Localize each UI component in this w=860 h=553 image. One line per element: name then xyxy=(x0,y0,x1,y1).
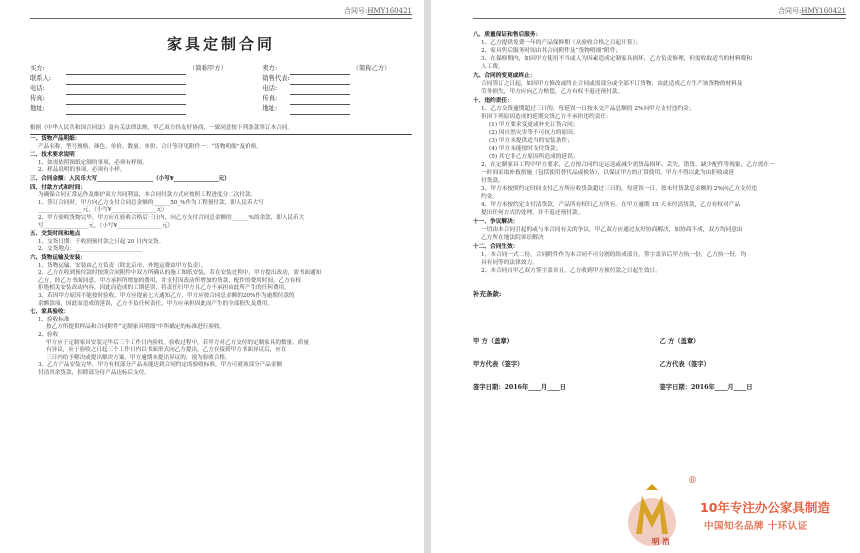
section-heading: 七、家具验收： xyxy=(30,309,70,316)
address-field[interactable] xyxy=(66,104,186,114)
address-label: 地址: xyxy=(30,105,45,112)
watermark-slogan: 10年专注办公家具制造 xyxy=(700,500,830,515)
party-a-date: 签字日期：2016年____月____日 xyxy=(473,384,567,391)
contract-clause-line: 2、交货地点：________________________ xyxy=(38,246,143,253)
contract-clause-line: 一时间采取补救措施（包括使用替代品或换货），以保证甲方的正常使用，甲方不得以此为由拒收或延 xyxy=(481,170,735,176)
contract-clause-line: 三日内给予解决或提出解决方案。甲方逾期未提出异议的，视为验收合格。 xyxy=(46,354,231,361)
contract-clause-line: 2、样品说明的事项，必须有小样。 xyxy=(38,167,126,174)
contract-clause-line: 甲方应于定制家具安装完毕后三个工作日内验收。验收过程中，若甲方对乙方交付的定制家具的数量、质量 xyxy=(46,339,309,346)
contract-clause-line: 按乙方所提供样品和合同附件“定制家具明细”中所确定的标准进行验收。 xyxy=(46,324,226,331)
contract-number xyxy=(30,6,412,19)
contract-page-2 xyxy=(431,0,860,553)
sales-rep-field[interactable] xyxy=(290,74,350,84)
contract-clause-line: 有异议，应于验收之日起三个工作日内以书面形式向乙方提出，乙方在接到甲方书面异议后，应在 xyxy=(46,347,287,354)
section-heading: 一、货物产品明细： xyxy=(30,136,81,143)
contract-number-label: 合同号: xyxy=(344,7,368,15)
tel-field[interactable] xyxy=(290,84,350,94)
contact-field[interactable] xyxy=(66,74,186,84)
contract-clause-line: 2、甲方验收货物完毕，甲方应在验收合格后三日内，向乙方支付合同总金额的______%的余款，即人民币大 xyxy=(38,215,305,222)
contract-title: 家具定制合同 xyxy=(166,35,275,53)
contract-clause-line: 拒绝相关安装改动内容，因此而造成的工期延误，将责任归甲方且乙方不承担由此所产生的任何费用。 xyxy=(38,285,290,292)
contract-clause-line: 4、甲方未按约定支付清货款，产品所有权归乙方所有。在甲方逾期 15 天未付清货款，乙方有权对产品 xyxy=(481,202,741,208)
tel-label: 电话: xyxy=(262,85,278,92)
watermark-certification: 中国知名品牌 十环认证 xyxy=(704,521,808,532)
section-heading: 十二、合同生效： xyxy=(473,244,519,250)
section-heading: 十一、争议解决： xyxy=(473,219,519,225)
contract-clause-line: 2、验收 xyxy=(38,331,59,338)
contract-clause-line: 为确保合同正常运作及维护双方共同利益，本合同付款方式应按照工程进度分二次付款： xyxy=(38,192,257,199)
contract-clause-line: 一切由本合同引起的或与本合同有关的争议，甲乙双方应通过友好协商解决，如协商不成，双方均同意由 xyxy=(481,227,743,233)
party-b-seal: 乙 方（盖章） xyxy=(659,338,700,345)
buyer-field[interactable] xyxy=(66,64,186,74)
section-heading: 五、交货时间和地点 xyxy=(30,231,81,238)
fax2-label: 传真: xyxy=(262,95,278,102)
contract-clause-line: 1、如需依照图纸定制的事项，必须有样图。 xyxy=(38,159,148,166)
contract-body-right xyxy=(473,31,846,275)
contract-clause-line: 产品名称，型号规格、颜色、单价、数量、单价、合计等详见附件一：“货物明细”及价格。 xyxy=(38,143,262,150)
section-heading: 八、质量保证和售后服务： xyxy=(473,32,542,38)
contract-clause-line: 根据《中华人民共和国合同法》及有关法律法规，甲乙双方经友好协商，一致同意按下列条款签订本合同。 xyxy=(30,125,412,136)
contract-page-1 xyxy=(0,0,424,553)
contract-clause-line: (5) 其它非乙方原因所造成的延误； xyxy=(489,154,579,160)
contract-clause-line: 1、乙方提供免费一年的产品保修期（从验收合格之日起计算）； xyxy=(481,40,642,46)
contract-clause-line: 1、本合同一式二份，合同附件作为本合同不可分割的组成部分，签字盖章后甲方执一份，乙方执一份，均 xyxy=(481,252,747,258)
contract-clause-line: (4) 甲方未能按时支付货款； xyxy=(489,146,562,152)
contract-clause-line: 3、在保修期内，如因甲方使用不当或人为因素造成定制家具损坏，乙方负责修理，但需收取适当的材料费和 xyxy=(481,56,752,62)
seller-field[interactable] xyxy=(290,64,350,74)
contract-clause-line: 具有同等的法律效力。 xyxy=(481,260,538,266)
contract-clause-line: 3、甲方未按照约定时间支付乙方所应收货款超过三日的，每延误一日，按未付货款总金额的 2%向乙方支付违 xyxy=(481,186,758,192)
contract-clause-line: 2、乙方在收到预付款时按照合同附件中双方所确认的施工图纸安装，若在安装过程中，甲方提出改动，需书面通知 xyxy=(38,270,322,277)
contract-clause-line: 1、乙方交货逾期超过三日的，每延误一日按未交产品总额的 2%向甲方支付违约金； xyxy=(481,106,695,112)
section-heading: 二、技术要求说明 xyxy=(30,152,75,159)
contact-label: 联系人: xyxy=(30,75,52,82)
phone-label: 电话: xyxy=(30,85,45,92)
registered-mark: ® xyxy=(688,476,697,486)
brand-watermark xyxy=(612,476,860,553)
party-a-rep: 甲方代表（签字） xyxy=(473,361,524,368)
contract-clause-line: 2、家具售后服务时间由其合同附件及“货物明细”附件； xyxy=(481,48,622,54)
contract-clause-line: 但因下列原因造成的延期交货乙方不承担违约责任： xyxy=(481,114,612,120)
contract-number-2 xyxy=(473,6,846,19)
contract-clause-line: 乙方所在地法院诉讼解决 xyxy=(481,235,544,241)
contract-clause-line: 2、在定制家具工程中甲方要求，乙方按合同约定运送或减少需货品损坏、丢失，错货、缺少配件等现象，乙方需在一 xyxy=(481,162,775,168)
party-b-rep: 乙方代表（签字） xyxy=(659,361,710,368)
buyer-label: 买方: xyxy=(30,65,45,72)
section-heading: 四、付款方式和时间： xyxy=(30,184,86,191)
brand-name: 明 浩 xyxy=(652,537,670,546)
address2-field[interactable] xyxy=(290,104,350,114)
contract-body-left xyxy=(30,125,412,378)
contract-clause-line: 写________________元，（小写¥________________元） xyxy=(38,222,174,229)
contract-clause-line: 3、乙方产品安装完毕，甲方有权部分产品未能达到合同约定的验收标准，甲方可就该部分产品金额 xyxy=(38,362,283,369)
buyer-note: （简称甲方） xyxy=(189,65,227,72)
contract-clause-line: 1、签订合同时，甲方向乙方支付合同总金额的______50_%作为工程预付款，即人民币大写 xyxy=(38,199,264,206)
fax-field[interactable] xyxy=(66,94,186,104)
contract-clause-line: 1、货物运输、安装由乙方负责（除北京市，外地运费由甲方负责）。 xyxy=(38,262,207,269)
phone-field[interactable] xyxy=(66,84,186,94)
section-heading: 十、违约责任： xyxy=(473,98,513,104)
contract-clause-line: 付货款。 xyxy=(481,178,504,184)
contract-clause-line: ________________元，（小写¥________________元） xyxy=(38,207,168,214)
section-heading: 九、合同的变更或终止： xyxy=(473,73,536,79)
party-a-seal: 甲 方（盖章） xyxy=(473,338,513,345)
section-heading: 三、合同金额：人民币大写____________________（小写¥________________元） xyxy=(30,176,230,183)
signature-table xyxy=(473,336,846,405)
contract-clause-line: 2、本合同自甲乙双方签字盖章且，乙方收到甲方预付款之日起生效日。 xyxy=(481,268,661,274)
contract-clause-line: (3) 甲方未提供适当的安装条件； xyxy=(489,138,573,144)
contract-clause-line: 提出任何方式的处理，并不退还预付款。 xyxy=(481,210,584,216)
party-info-table xyxy=(30,64,412,115)
contract-clause-line: 约金。 xyxy=(481,194,499,200)
contract-clause-line: 3、若因甲方原因不能按时验收，甲方应提前七天通知乙方，甲方应按合同总金额的20%作为逾期付款的 xyxy=(38,292,295,299)
address2-label: 地址: xyxy=(262,105,278,112)
contract-clause-line: 付清其余货款，扣除部分待产品达标后支付。 xyxy=(38,369,150,376)
contract-clause-line: 人工费。 xyxy=(481,64,504,70)
contract-number-value-2: HMY160421 xyxy=(801,7,846,15)
contract-clause-line: 1、交货日期：于收到预付款之日起 20 日内交货。 xyxy=(38,238,165,245)
contract-clause-line: 余额款项，因此而造成的延误，乙方不负任何责任，甲方应承担因此而产生的全部损失及费用。 xyxy=(38,300,273,307)
contract-clause-line: 乙方，经乙方书面同意，甲方承担所增加的费用，并支付因改动所增加的货款、配件的费用时间，乙方有权 xyxy=(38,277,301,284)
contract-number-label-2: 合同号: xyxy=(778,7,802,15)
fax-label: 传真: xyxy=(30,95,45,102)
contract-clause-line: (1) 甲方要求变更或补充订货合同； xyxy=(489,122,579,128)
seller-note: （简称乙方） xyxy=(352,65,391,72)
contract-clause-line: 1、验收标准 xyxy=(38,316,70,323)
fax2-field[interactable] xyxy=(290,94,350,104)
contract-number-value: HMY160421 xyxy=(367,7,412,15)
sales-rep-label: 销售代表: xyxy=(262,75,290,82)
contract-clause-line: 劳务损失，甲方应向乙方赔偿，乙方有权不退还预付款。 xyxy=(481,89,624,95)
seller-label: 卖方: xyxy=(262,65,278,72)
section-heading: 六、货物运输及安装： xyxy=(30,255,86,261)
supplement-label: 补充条款: xyxy=(473,290,502,298)
contract-clause-line: (2) 因自然灾害等不可抗力的原因； xyxy=(489,130,579,136)
contract-clause-line: 合同签订之日起，如因甲方修改或终止合同或需部分或全部不订货物，由此造成乙方生产该货物的材料及 xyxy=(481,81,743,87)
party-b-date: 签字日期：2016年____月____日 xyxy=(659,384,753,391)
